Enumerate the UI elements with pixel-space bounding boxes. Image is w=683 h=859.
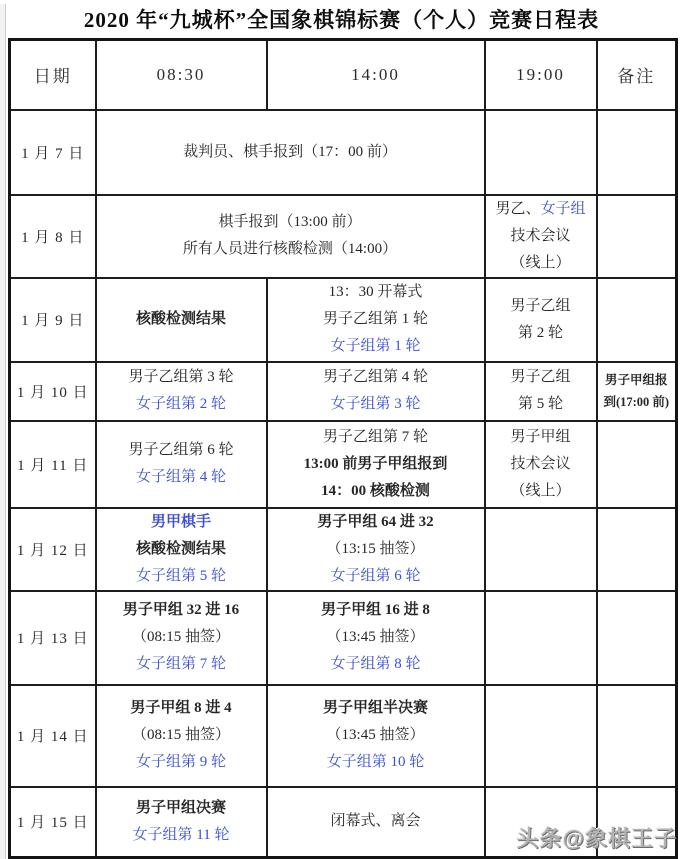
- text-segment: 男子甲组半决赛: [322, 700, 428, 716]
- schedule-cell: [96, 508, 267, 591]
- text-line: [270, 749, 482, 776]
- text-segment: 女子组第 8 轮: [330, 656, 421, 672]
- text-line: [488, 250, 594, 277]
- schedule-cell: [485, 685, 597, 787]
- column-header: 19:00: [485, 40, 597, 110]
- table-row: [10, 110, 677, 195]
- text-line: [99, 391, 264, 418]
- schedule-cell: [485, 362, 597, 421]
- text-segment: 女子组第 4 轮: [135, 469, 226, 485]
- text-line: [270, 478, 482, 505]
- schedule-cell: [485, 421, 597, 508]
- text-segment: （线上）: [510, 254, 571, 271]
- text-segment: 所有人员进行核酸检测（14:00）: [182, 241, 398, 257]
- text-line: [99, 464, 264, 491]
- table-row: [10, 421, 677, 508]
- table-row: [10, 362, 677, 421]
- schedule-cell: [597, 278, 677, 362]
- text-line: [488, 478, 594, 505]
- text-line: [99, 139, 482, 166]
- schedule-cell: [597, 362, 677, 421]
- text-segment: 女子组第 6 轮: [330, 567, 421, 584]
- text-segment: 男子乙组第 1 轮: [322, 311, 428, 327]
- date-cell: 1 月 15 日: [10, 787, 96, 858]
- text-line: [99, 563, 264, 590]
- text-line: [488, 424, 594, 451]
- text-segment: 棋手报到（13:00 前）: [218, 214, 362, 230]
- table-row: [10, 685, 677, 787]
- schedule-cell: [597, 508, 677, 591]
- text-line: [270, 597, 482, 624]
- text-line: [488, 391, 594, 418]
- text-line: [270, 624, 482, 651]
- text-segment: 13：30 开幕式: [328, 284, 423, 300]
- text-segment: 女子组第 10 轮: [326, 754, 425, 770]
- text-segment: 男子甲组: [510, 428, 571, 445]
- toutiao-watermark: 头条@象棋王子: [516, 826, 677, 851]
- schedule-cell: [597, 195, 677, 278]
- schedule-cell: [96, 110, 485, 195]
- text-line: [488, 364, 594, 391]
- text-line: [99, 437, 264, 464]
- text-segment: 核酸检测结果: [135, 540, 226, 557]
- text-segment: 女子组第 7 轮: [135, 656, 226, 672]
- date-cell: 1 月 8 日: [10, 195, 96, 278]
- schedule-cell: [597, 110, 677, 195]
- text-line: [600, 369, 674, 413]
- text-segment: 技术会议: [510, 227, 571, 244]
- schedule-cell: [96, 787, 267, 858]
- column-header: 08:30: [96, 40, 267, 110]
- date-cell: 1 月 12 日: [10, 508, 96, 591]
- date-cell: 1 月 13 日: [10, 591, 96, 685]
- text-line: [99, 306, 264, 333]
- text-segment: 裁判员、棋手报到（17：00 前）: [183, 143, 397, 160]
- text-segment: 女子组: [540, 200, 586, 217]
- text-segment: （13:45 抽签）: [326, 727, 425, 743]
- column-header: 14:00: [267, 40, 485, 110]
- text-segment: 男子乙组第 4 轮: [322, 369, 428, 385]
- text-segment: 男子甲组 32 进 16: [122, 602, 240, 618]
- text-line: [270, 451, 482, 478]
- text-line: [99, 722, 264, 749]
- date-cell: 1 月 14 日: [10, 685, 96, 787]
- schedule-cell: [485, 591, 597, 685]
- schedule-cell: [96, 195, 485, 278]
- text-line: [488, 451, 594, 478]
- text-line: [270, 364, 482, 391]
- text-line: [270, 509, 482, 536]
- text-segment: 男子甲组决赛: [135, 799, 226, 816]
- text-segment: 男子甲组报到(17:00 前): [603, 373, 670, 409]
- text-segment: 男乙、: [495, 200, 541, 217]
- schedule-cell: [267, 362, 485, 421]
- column-header: 日期: [10, 40, 96, 110]
- schedule-cell: [96, 685, 267, 787]
- text-segment: 女子组第 5 轮: [135, 567, 226, 584]
- text-segment: 男子甲组 16 进 8: [321, 602, 430, 618]
- schedule-cell: [267, 278, 485, 362]
- schedule-cell: [485, 110, 597, 195]
- date-cell: 1 月 9 日: [10, 278, 96, 362]
- text-segment: 第 5 轮: [517, 396, 563, 412]
- table-row: [10, 508, 677, 591]
- text-segment: 女子组第 9 轮: [135, 754, 226, 770]
- table-row: [10, 591, 677, 685]
- text-line: [488, 293, 594, 320]
- text-segment: 男子乙组第 6 轮: [128, 442, 234, 458]
- column-header: 备注: [597, 40, 677, 110]
- text-line: [99, 364, 264, 391]
- text-line: [270, 808, 482, 835]
- date-cell: 1 月 7 日: [10, 110, 96, 195]
- text-segment: 女子组第 3 轮: [330, 396, 421, 412]
- text-line: [270, 695, 482, 722]
- schedule-table: [8, 38, 678, 859]
- text-segment: （13:45 抽签）: [326, 629, 425, 645]
- text-segment: 男子乙组: [510, 369, 571, 385]
- schedule-cell: [597, 421, 677, 508]
- text-line: [270, 306, 482, 333]
- schedule-cell: [267, 591, 485, 685]
- schedule-cell: [96, 591, 267, 685]
- text-line: [488, 320, 594, 347]
- text-segment: 核酸检测结果: [135, 311, 226, 327]
- schedule-cell: [267, 508, 485, 591]
- text-line: [99, 749, 264, 776]
- text-line: [270, 333, 482, 360]
- schedule-cell: [267, 787, 485, 858]
- text-segment: 第 2 轮: [517, 324, 563, 341]
- page-title: 2020 年“九城杯”全国象棋锦标赛（个人）竞赛日程表: [83, 8, 600, 32]
- schedule-cell: [597, 591, 677, 685]
- text-line: [99, 597, 264, 624]
- text-line: [99, 795, 264, 822]
- text-line: [488, 223, 594, 250]
- text-segment: 男子甲组 8 进 4: [130, 700, 232, 716]
- text-line: [99, 695, 264, 722]
- text-segment: 13:00 前男子甲组报到: [303, 455, 448, 472]
- text-line: [99, 536, 264, 563]
- text-line: [270, 722, 482, 749]
- text-segment: （08:15 抽签）: [132, 727, 230, 743]
- text-line: [99, 651, 264, 678]
- text-segment: 女子组第 1 轮: [330, 338, 421, 354]
- text-segment: 男子甲组 64 进 32: [317, 513, 434, 530]
- text-segment: 闭幕式、离会: [330, 813, 421, 830]
- text-segment: 14：00 核酸检测: [321, 482, 430, 499]
- text-segment: （08:15 抽签）: [132, 629, 230, 645]
- text-line: [99, 236, 482, 263]
- text-line: [99, 624, 264, 651]
- text-line: [270, 536, 482, 563]
- table-row: [10, 195, 677, 278]
- text-line: [99, 209, 482, 236]
- schedule-table-header: [10, 40, 677, 110]
- text-segment: 女子组第 11 轮: [132, 826, 230, 843]
- text-segment: 男甲棋手: [150, 513, 211, 530]
- text-line: [270, 279, 482, 306]
- text-segment: （线上）: [510, 482, 571, 499]
- schedule-cell: [267, 685, 485, 787]
- text-segment: 技术会议: [510, 455, 571, 472]
- text-line: [270, 651, 482, 678]
- text-line: [99, 822, 264, 849]
- date-cell: 1 月 11 日: [10, 421, 96, 508]
- schedule-cell: [96, 421, 267, 508]
- text-segment: 女子组第 2 轮: [135, 396, 226, 412]
- text-line: [270, 391, 482, 418]
- text-segment: 男子乙组第 7 轮: [322, 428, 428, 445]
- schedule-cell: [96, 278, 267, 362]
- text-line: [99, 509, 264, 536]
- text-segment: （13:15 抽签）: [326, 540, 425, 557]
- text-line: [270, 563, 482, 590]
- schedule-cell: [597, 685, 677, 787]
- schedule-cell: [485, 508, 597, 591]
- schedule-cell: [96, 362, 267, 421]
- text-line: [270, 424, 482, 451]
- text-line: [488, 196, 594, 223]
- text-segment: 男子乙组: [510, 297, 571, 314]
- schedule-cell: [267, 421, 485, 508]
- text-segment: 男子乙组第 3 轮: [128, 369, 234, 385]
- schedule-cell: [485, 195, 597, 278]
- date-cell: 1 月 10 日: [10, 362, 96, 421]
- table-row: [10, 278, 677, 362]
- scan-edge-strip: [0, 4, 6, 859]
- schedule-cell: [485, 278, 597, 362]
